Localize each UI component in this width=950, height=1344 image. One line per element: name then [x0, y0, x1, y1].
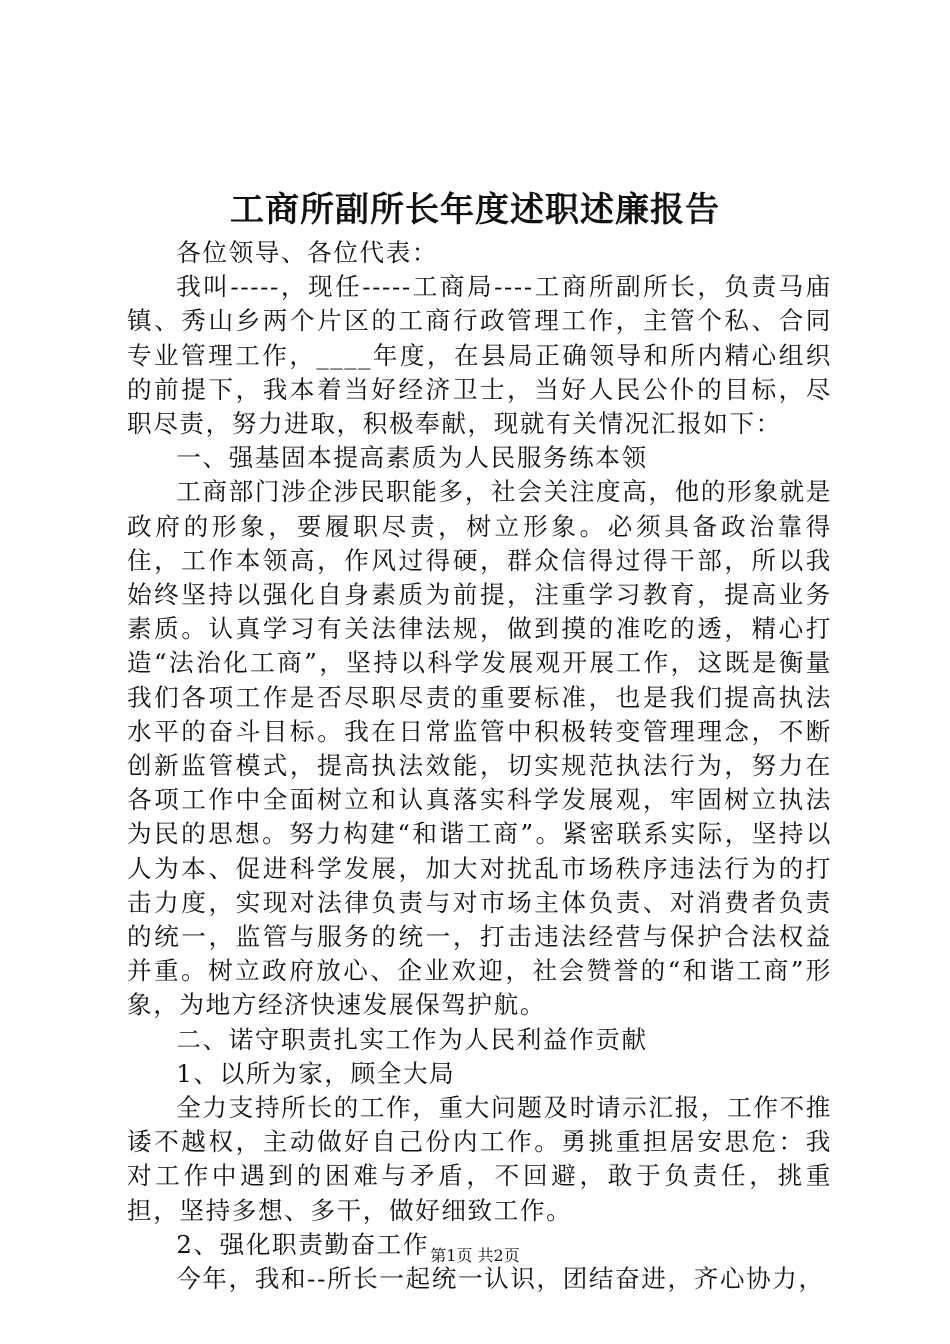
- subsection-heading-1: 1、以所为家，顾全大局: [176, 1058, 456, 1088]
- page-title: 工商所副所长年度述职述廉报告: [230, 190, 720, 230]
- section-1-paragraph: 工商部门涉企涉民职能多，社会关注度高，他的形象就是政府的形象，要履职尽责，树立形象。必须具备政治靠得住，工作本领高，作风过得硬，群众信得过得干部，所以我始终坚持以强化自身素质为前提，注重学习教育，提高业务素质。认真学习有关法律法规，做到摸的准吃的透，精心打造“法治化工商”，坚持以科学发展观开展工作，这既是衡量我们各项工作是否尽职尽责的重要标准，也是我们提高执法水平的奋斗目标。我在日常监管中积极转变管理理念，不断创新监管模式，提高执法效能，切实规范执法行为，努力在各项工作中全面树立和认真落实科学发展观，牢固树立执法为民的思想。努力构建“和谐工商”。紧密联系实际，坚持以人为本、促进科学发展，加大对扰乱市场秩序违法行为的打击力度，实现对法律负责与对市场主体负责、对消费者负责的统一，监管与服务的统一，打击违法经营与保护合法权益并重。树立政府放心、企业欢迎，社会赞誉的“和谐工商”形象，为地方经济快速发展保驾护航。: [127, 477, 832, 1020]
- subsection-2-paragraph: 今年，我和--所长一起统一认识，团结奋进，齐心协力，: [176, 1264, 825, 1294]
- section-heading-2: 二、诺守职责扎实工作为人民利益作贡献: [176, 1024, 648, 1054]
- page-footer: [0, 1244, 950, 1268]
- section-heading-1: 一、强基固本提高素质为人民服务练本领: [176, 443, 648, 473]
- intro-paragraph: 我叫-----，现任-----工商局----工商所副所长，负责马庙镇、秀山乡两个片区的工商行政管理工作，主管个私、合同专业管理工作，____年度，在县局正确领导和所内精心组织的前提下，我本着当好经济卫士，当好人民公仆的目标，尽职尽责，努力进取，积极奉献，现就有关情况汇报如下：: [127, 272, 832, 439]
- page-total: 共2页: [477, 1246, 520, 1265]
- subsection-heading-2: 2、强化职责勤奋工作: [176, 1229, 430, 1259]
- document-body: [127, 236, 832, 1296]
- salutation: 各位领导、各位代表：: [176, 238, 439, 267]
- page-number: 第1页: [430, 1246, 473, 1265]
- subsection-1-paragraph: 全力支持所长的工作，重大问题及时请示汇报，工作不推诿不越权，主动做好自己份内工作。勇挑重担居安思危：我对工作中遇到的困难与矛盾，不回避，敢于负责任，挑重担，坚持多想、多干，做好细致工作。: [127, 1093, 832, 1225]
